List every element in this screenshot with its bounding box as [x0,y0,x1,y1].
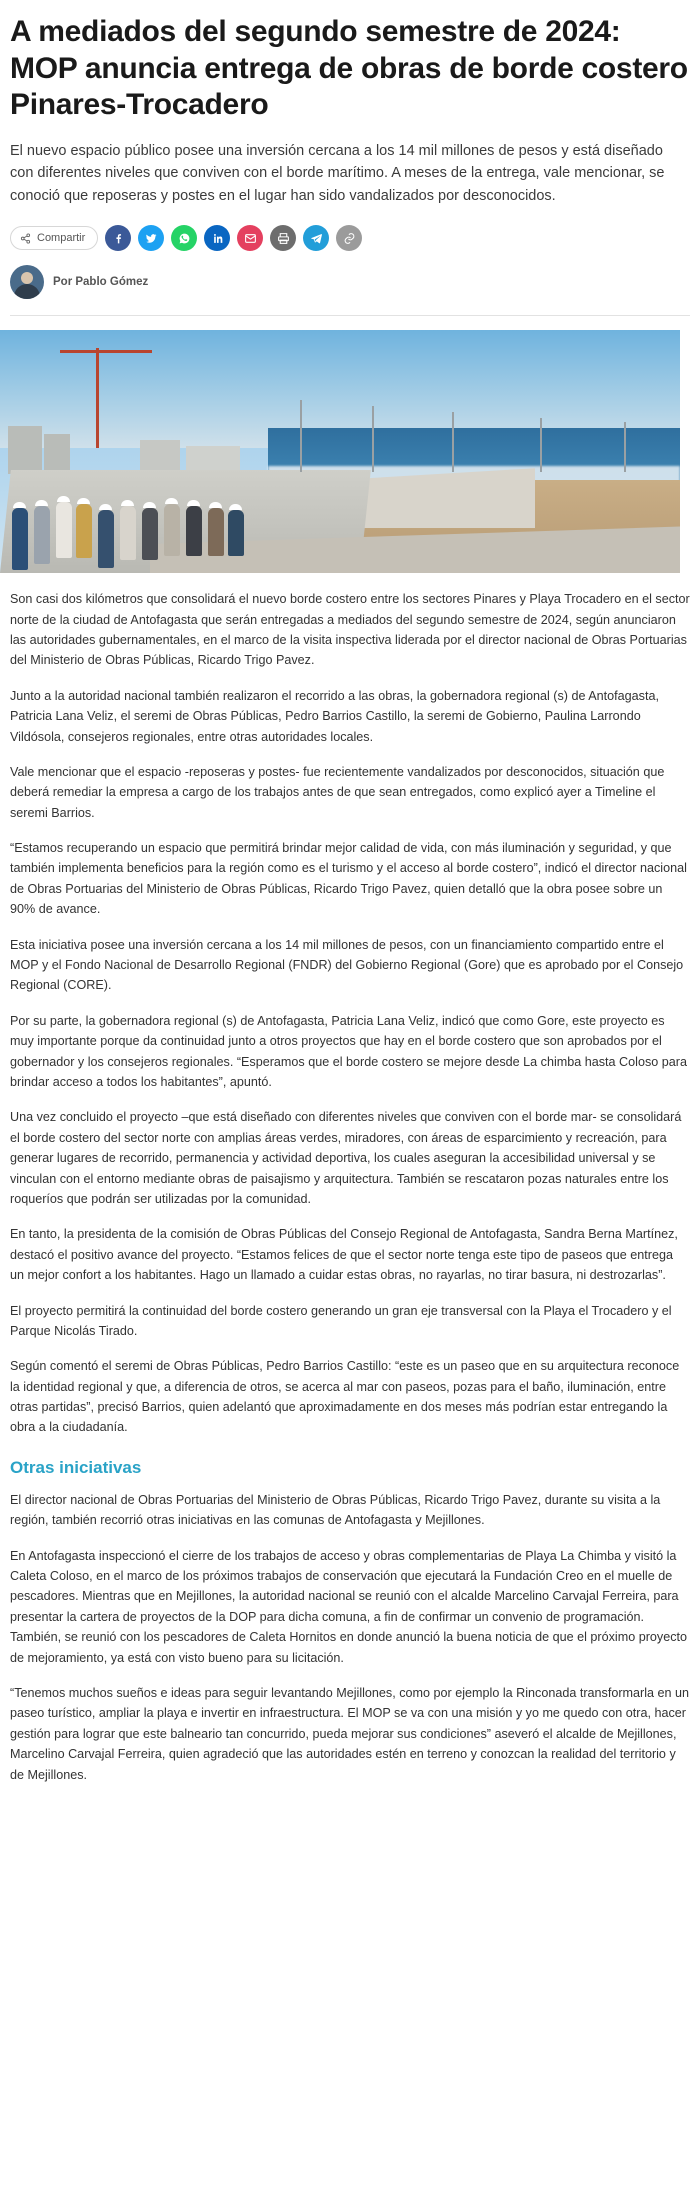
hero-image-wrap [10,330,690,573]
share-button[interactable] [10,226,98,250]
divider [10,315,690,316]
article-lede: El nuevo espacio público posee una inversión cercana a los 14 mil millones de pesos y está diseñado con diferentes niveles que conviven con el borde marítimo. A meses de la entrega, vale mencionar, se conoció que reposeras y postes en el lugar han sido vandalizados por desconocidos. [10,142,665,204]
article-paragraph: Según comentó el seremi de Obras Públicas, Pedro Barrios Castillo: “este es un paseo que en su arquitectura reconoce la identidad regional y que, a diferencia de otros, se acerca al mar con paseos, pozas para el baño, iluminación, entre otras partidas”, precisó Barrios, quien adelantó que aproximadamente en dos meses más podrían estar entregando la obra a la ciudadanía. [10,1359,680,1435]
article-body [10,589,690,1785]
print-share-icon[interactable] [270,225,296,251]
whatsapp-share-icon[interactable] [171,225,197,251]
article-paragraph: Son casi dos kilómetros que consolidará el nuevo borde costero entre los sectores Pinares y Playa Trocadero en el sector norte de la ciudad de Antofagasta que serán entregadas a mediados del segundo semestre de 2024, según anunciaron las autoridades gubernamentales, en el marco de la visita inspectiva liderada por el director nacional de Obras Portuarias del Ministerio de Obras Públicas, Ricardo Trigo Pavez. [10,592,690,668]
hero-image [0,330,680,573]
telegram-share-icon[interactable] [303,225,329,251]
share-button-label: Compartir [37,232,86,245]
article-paragraph: En Antofagasta inspeccionó el cierre de los trabajos de acceso y obras complementarias de Playa La Chimba y visitó la Caleta Coloso, en el marco de los próximos trabajos de conservación que ejecutará la Fundación Creo en el muelle de pescadores. Mientras que en Mejillones, la autoridad nacional se reunió con el alcalde Marcelino Carvajal Ferreira, para presentar la cartera de proyectos de la DOP para dicha comuna, a fin de confirmar un convenio de programación. También, se reunió con los pescadores de Caleta Hornitos en donde anunció la buena noticia de que el próximo proyecto de mejoramiento, ya está con visto bueno para su licitación. [10,1548,687,1665]
page-title: A mediados del segundo semestre de 2024: MOP anuncia entrega de obras de borde costero Pinares-Trocadero [10,15,688,122]
article-paragraph: Una vez concluido el proyecto –que está diseñado con diferentes niveles que conviven con el borde mar- se consolidará el borde costero del sector norte con amplias áreas verdes, miradores, con áreas de esparcimiento y recreación, para generar lugares de recorrido, permanencia y actividad deportiva, los cuales aseguran la accesibilidad universal y se vinculan con el entorno mediante obras de paisajismo y arquitectura. También se rescataron pozas naturales entre los roqueríos que podrán ser utilizadas por la comunidad. [10,1110,682,1206]
twitter-share-icon[interactable] [138,225,164,251]
facebook-share-icon[interactable] [105,225,131,251]
article-paragraph: Junto a la autoridad nacional también realizaron el recorrido a las obras, la gobernadora regional (s) de Antofagasta, Patricia Lana Veliz, el seremi de Obras Públicas, Pedro Barrios Castillo, la seremi de Gobierno, Paulina Larrondo Vildósola, consejeros regionales, entre otras autoridades locales. [10,688,659,744]
article-paragraph: El proyecto permitirá la continuidad del borde costero generando un gran eje transversal con la Playa el Trocadero y el Parque Nicolás Tirado. [10,1303,672,1338]
article-paragraph: El director nacional de Obras Portuarias del Ministerio de Obras Públicas, Ricardo Trigo Pavez, durante su visita a la región, también recorrió otras iniciativas en las comunas de Antofagasta y Mejillones. [10,1492,661,1528]
share-bar [10,225,690,251]
article-paragraph: En tanto, la presidenta de la comisión de Obras Públicas del Consejo Regional de Antofagasta, Sandra Berna Martínez, destacó el positivo avance del proyecto. “Estamos felices de que el sector norte tenga este tipo de paseos que entrega un mejor confort a los habitantes. Hago un llamado a cuidar estas obras, no rayarlas, no tirar basura, ni destrozarlas”. [10,1227,678,1283]
article-paragraph: “Estamos recuperando un espacio que permitirá brindar mejor calidad de vida, con más iluminación y seguridad, y que también implementa beneficios para la región como es el turismo y el acceso al borde costero”, indicó el director nacional de Obras Portuarias del Ministerio de Obras Públicas, Ricardo Trigo Pavez, quien detalló que la obra posee sobre un 90% de avance. [10,841,687,917]
byline: Por Pablo Gómez [53,276,149,289]
section-title: Otras iniciativas [10,1457,142,1477]
author-row [10,265,690,299]
article-paragraph: Por su parte, la gobernadora regional (s) de Antofagasta, Patricia Lana Veliz, indicó que como Gore, este proyecto es muy importante porque da continuidad junto a otros proyectos que hay en el borde costero que son aprobados por el gobernador y los consejeros regionales. “Esperamos que el borde costero se mejore desde La chimba hasta Coloso para brindar acceso a todos los habitantes”, apuntó. [10,1013,687,1089]
linkedin-share-icon[interactable] [204,225,230,251]
avatar [10,265,44,299]
copy-link-icon[interactable] [336,225,362,251]
share-icon [20,233,31,244]
article-paragraph: Esta iniciativa posee una inversión cercana a los 14 mil millones de pesos, con un financiamiento compartido entre el MOP y el Fondo Nacional de Desarrollo Regional (FNDR) del Gobierno Regional (Gore) que es aprobado por el Consejo Regional (CORE). [10,937,684,993]
article-paragraph: Vale mencionar que el espacio -reposeras y postes- fue recientemente vandalizados por desconocidos, situación que deberá remediar la empresa a cargo de los trabajos antes de que sean entregados, como explicó ayer a Timeline el seremi Barrios. [10,764,665,820]
article-paragraph: “Tenemos muchos sueños e ideas para seguir levantando Mejillones, como por ejemplo la Rinconada transformarla en un paseo turístico, ampliar la playa e invertir en infraestructura. El MOP se va con una misión y yo me quedo con otra, hacer gestión para lograr que este balneario tan concurrido, pueda mejorar sus condiciones” aseveró el alcalde de Mejillones, Marcelino Carvajal Ferreira, quien agradeció que las autoridades estén en terreno y conozcan la realidad del territorio y de Mejillones. [10,1685,690,1782]
article-page [0,14,700,2207]
email-share-icon[interactable] [237,225,263,251]
